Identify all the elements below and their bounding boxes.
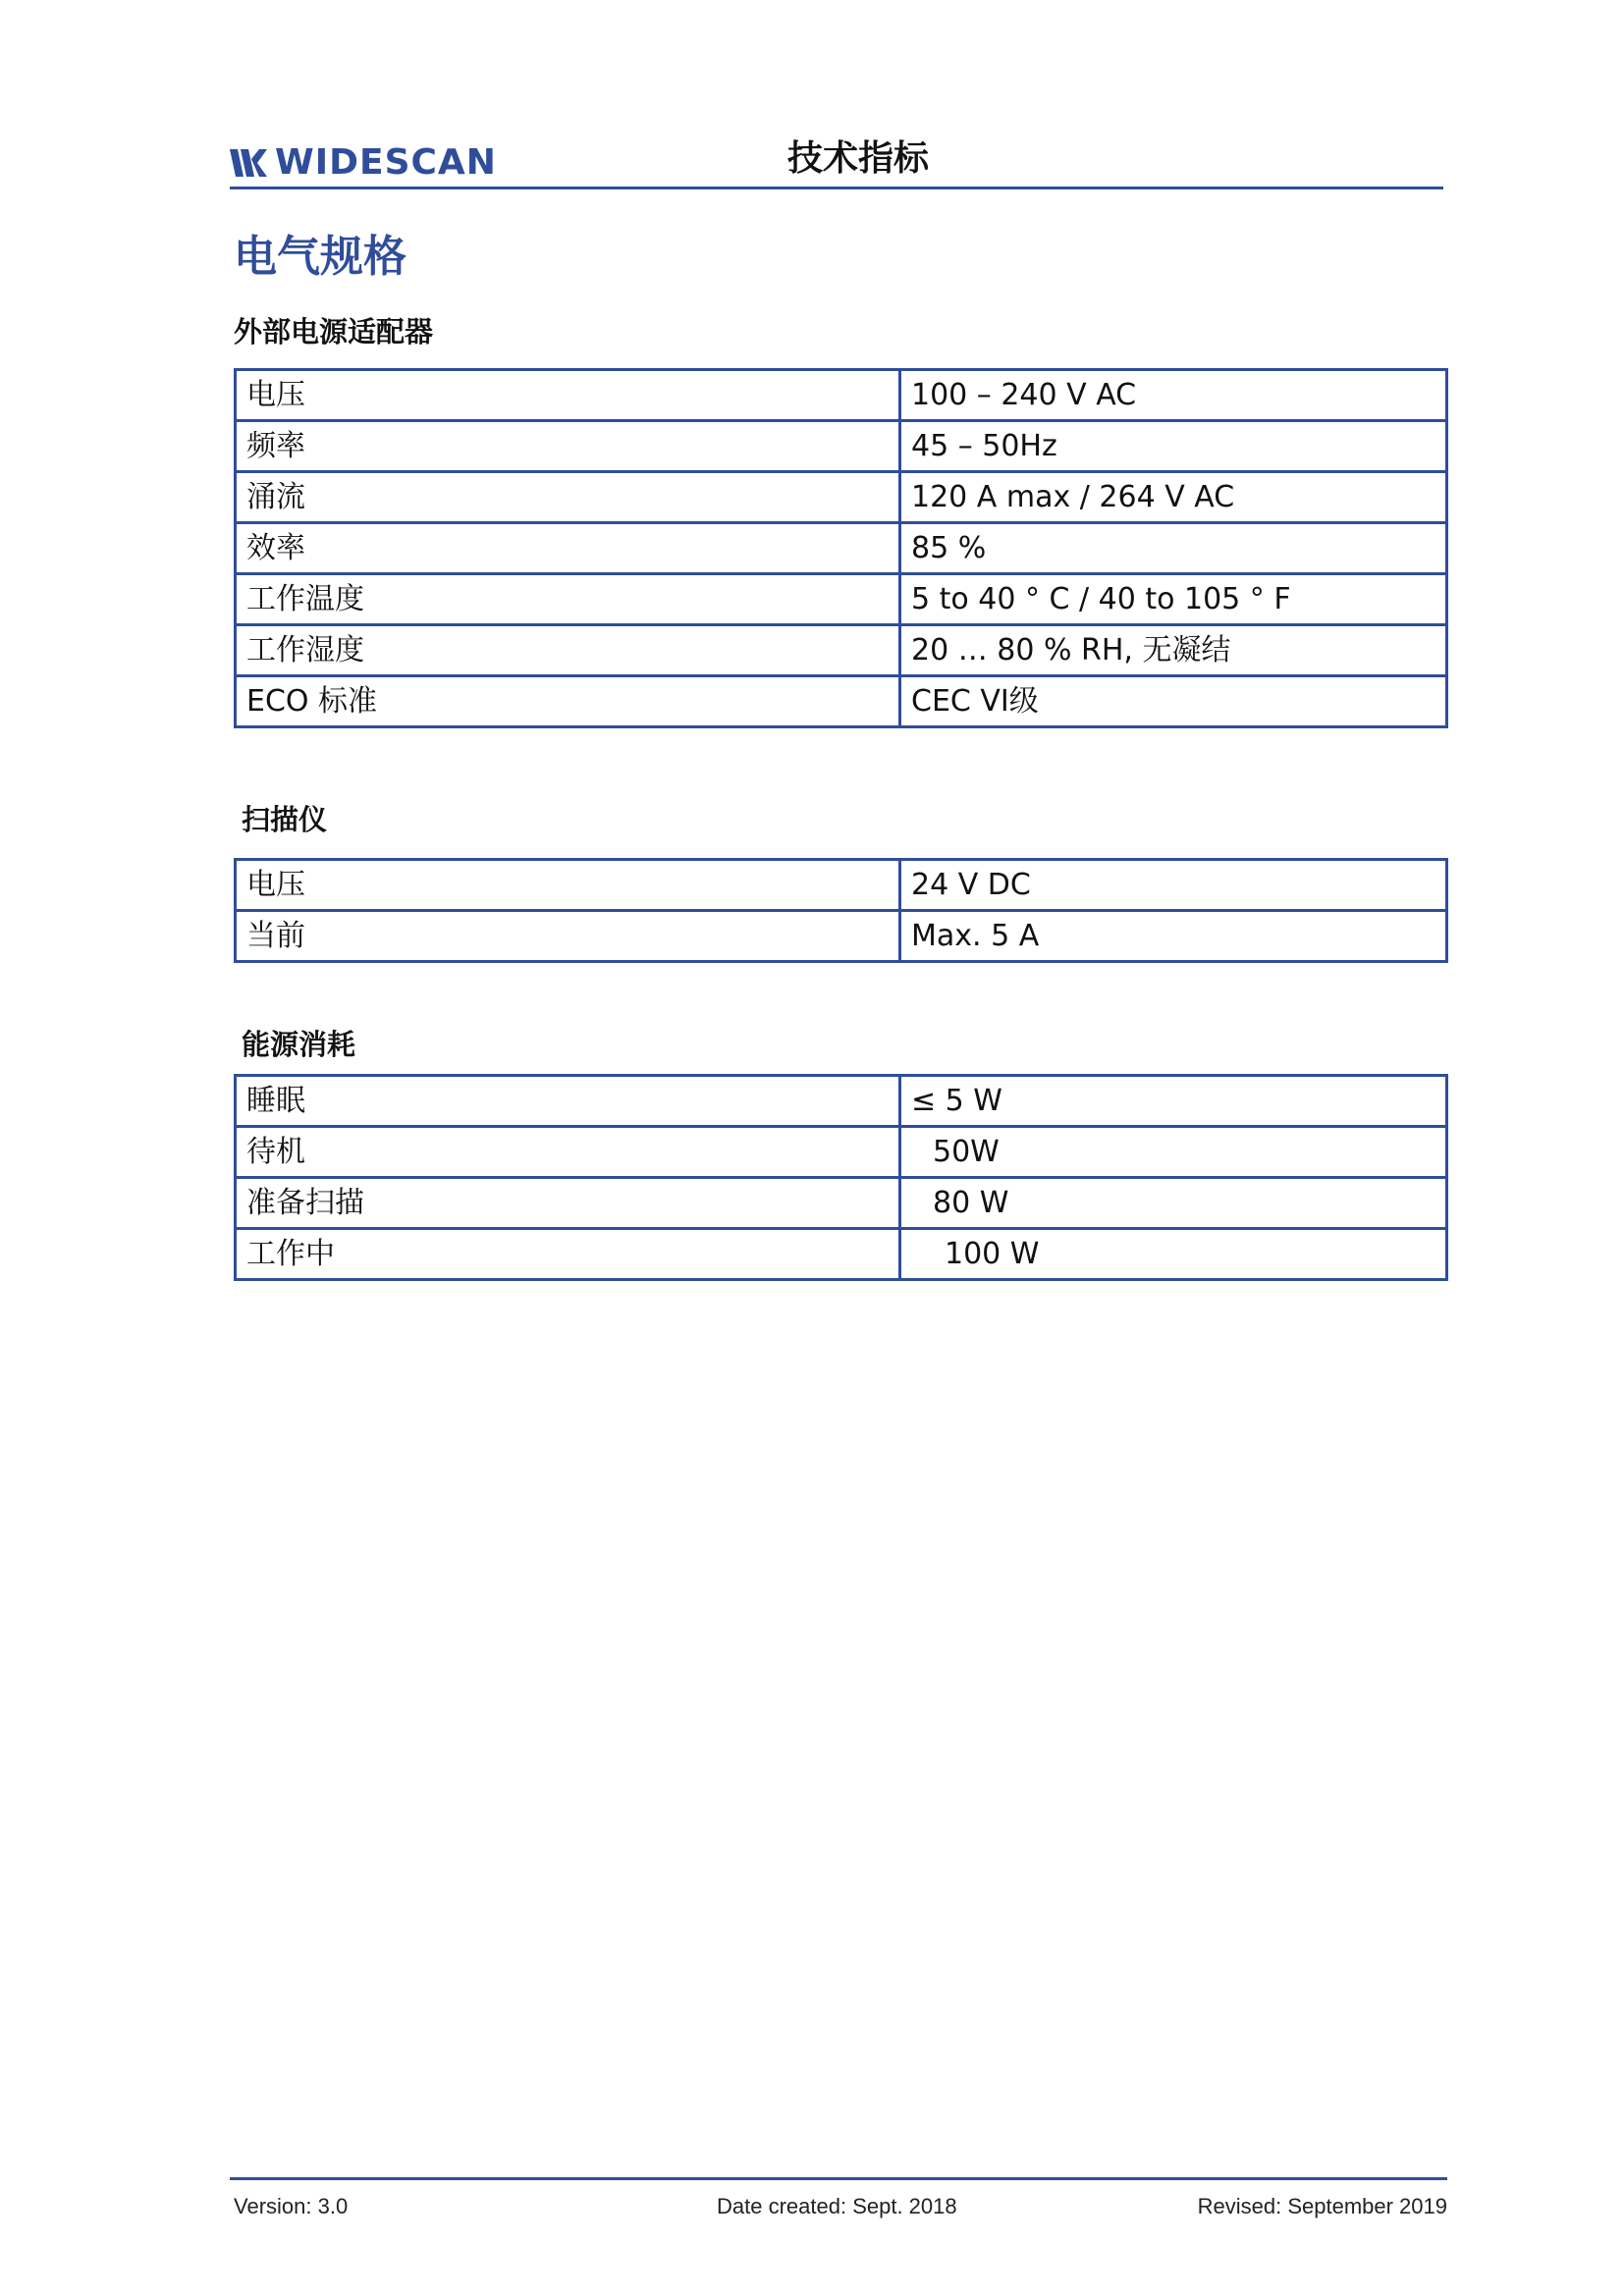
spec-value: 50W: [900, 1127, 1447, 1178]
table-row: [236, 1127, 1447, 1178]
spec-value: 45 – 50Hz: [900, 421, 1447, 472]
spec-label: 当前: [236, 911, 900, 962]
table-row: [236, 370, 1447, 421]
spec-label: 工作温度: [236, 574, 900, 625]
spec-label: 电压: [236, 370, 900, 421]
power-consumption-table: [234, 1074, 1448, 1281]
spec-label: 频率: [236, 421, 900, 472]
power-consumption-heading: 能源消耗: [242, 1028, 356, 1061]
spec-label: ECO 标准: [236, 676, 900, 727]
section-title: 电气规格: [234, 232, 406, 282]
spec-label: 涌流: [236, 472, 900, 523]
page-footer: [230, 2177, 1447, 2233]
spec-label: 待机: [236, 1127, 900, 1178]
table-row: [236, 1229, 1447, 1280]
spec-label: 工作中: [236, 1229, 900, 1280]
table-row: [236, 421, 1447, 472]
scanner-heading: 扫描仪: [242, 803, 328, 836]
table-row: [236, 574, 1447, 625]
spec-value: 80 W: [900, 1178, 1447, 1229]
page-header: [230, 135, 1443, 189]
spec-value: 85 %: [900, 523, 1447, 574]
spec-value: 24 V DC: [900, 860, 1447, 911]
table-row: [236, 523, 1447, 574]
power-adapter-heading: 外部电源适配器: [234, 315, 434, 348]
table-row: [236, 911, 1447, 962]
table-row: [236, 676, 1447, 727]
spec-value: 100 W: [900, 1229, 1447, 1280]
spec-label: 工作湿度: [236, 625, 900, 676]
widescan-logo-icon: [230, 147, 269, 179]
spec-label: 效率: [236, 523, 900, 574]
footer-version: Version: 3.0: [234, 2194, 349, 2218]
spec-value: 100 – 240 V AC: [900, 370, 1447, 421]
spec-value: 20 … 80 % RH, 无凝结: [900, 625, 1447, 676]
document-title: 技术指标: [786, 138, 929, 179]
spec-value: Max. 5 A: [900, 911, 1447, 962]
spec-value: 5 to 40 ° C / 40 to 105 ° F: [900, 574, 1447, 625]
spec-value: CEC VI级: [900, 676, 1447, 727]
brand-name: WIDESCAN: [275, 142, 497, 183]
spec-label: 睡眠: [236, 1076, 900, 1127]
spec-value: ≤ 5 W: [900, 1076, 1447, 1127]
spec-value: 120 A max / 264 V AC: [900, 472, 1447, 523]
table-row: [236, 625, 1447, 676]
scanner-table: [234, 858, 1448, 963]
power-adapter-table: [234, 368, 1448, 728]
table-row: [236, 860, 1447, 911]
footer-date-created: Date created: Sept. 2018: [717, 2194, 957, 2218]
table-row: [236, 1178, 1447, 1229]
widescan-logo: [230, 143, 497, 183]
spec-label: 电压: [236, 860, 900, 911]
footer-revised: Revised: September 2019: [1197, 2194, 1447, 2218]
spec-label: 准备扫描: [236, 1178, 900, 1229]
table-row: [236, 472, 1447, 523]
table-row: [236, 1076, 1447, 1127]
